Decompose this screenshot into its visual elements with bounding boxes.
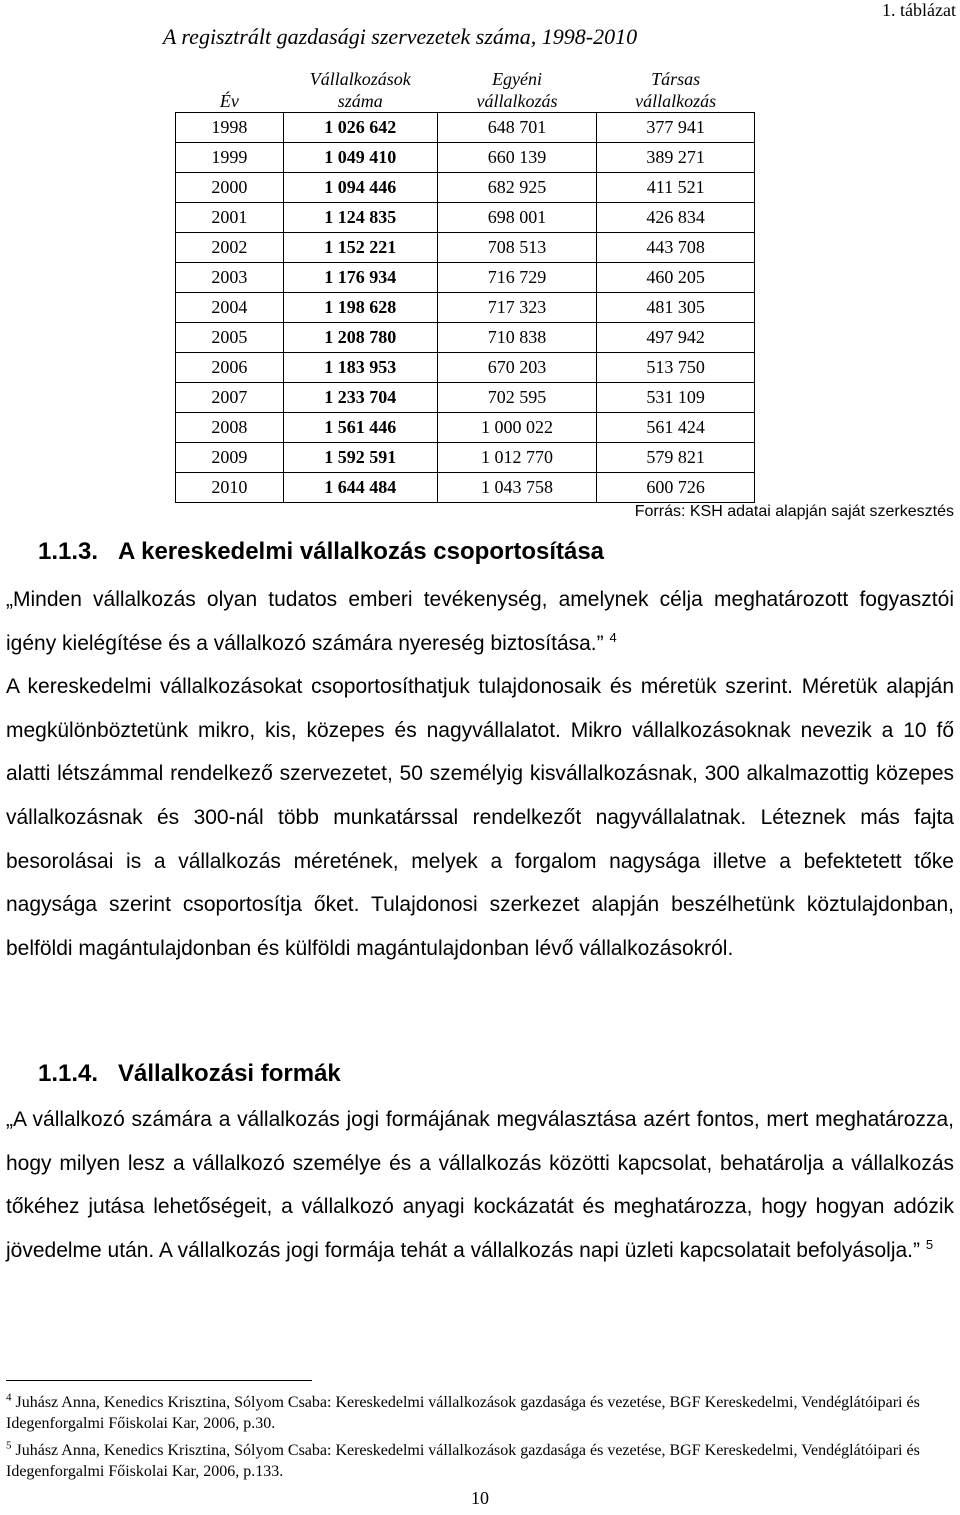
cell-company: 389 271 [597, 143, 755, 173]
quote-2-text: „A vállalkozó számára a vállalkozás jogi formájának megválasztása azért fontos, mert meghatározza, hogy milyen lesz a vállalkozó személye és a vállalkozás közötti kapcsolat, behatárolja a vállalkozás tőkéhez jutása lehetőségeit, a vállalkozó anyagi kockázatát és meghatározza, hogy hogyan adózik jövedelme után. A vállalkozás jogi formája tehát a vállalkozás napi üzleti kapcsolatait befolyásolja.” [6, 1108, 954, 1262]
cell-individual: 702 595 [437, 383, 597, 413]
cell-company: 600 726 [597, 473, 755, 503]
cell-company: 579 821 [597, 443, 755, 473]
quote-2 [6, 1098, 954, 1272]
section-heading-1 [38, 538, 604, 566]
cell-total: 1 094 446 [283, 173, 437, 203]
table-row [176, 443, 755, 473]
cell-year: 2001 [176, 203, 284, 233]
header-total-line1: Vállalkozások [309, 69, 411, 89]
cell-year: 2000 [176, 173, 284, 203]
table-row [176, 353, 755, 383]
cell-company: 443 708 [597, 233, 755, 263]
footnote-ref-5: 5 [925, 1236, 934, 1252]
cell-company: 377 941 [597, 113, 755, 143]
section-body-1 [6, 578, 954, 970]
cell-total: 1 124 835 [283, 203, 437, 233]
section-body-2 [6, 1098, 954, 1272]
cell-total: 1 198 628 [283, 293, 437, 323]
cell-total: 1 233 704 [283, 383, 437, 413]
table-row [176, 383, 755, 413]
header-individual-line1: Egyéni [492, 69, 543, 89]
table-label: 1. táblázat [882, 0, 956, 20]
cell-total: 1 183 953 [283, 353, 437, 383]
cell-total: 1 026 642 [283, 113, 437, 143]
table-row [176, 233, 755, 263]
cell-total: 1 049 410 [283, 143, 437, 173]
cell-individual: 660 139 [437, 143, 597, 173]
paragraph-1: A kereskedelmi vállalkozásokat csoportosíthatjuk tulajdonosaik és méretük szerint. Méretük alapján megkülönböztetünk mikro, kis, közepes és nagyvállalatot. Mikro vállalkozásoknak nevezik a 10 fő alatti létszámmal rendelkező szervezetet, 50 személyig kisvállalkozásnak, 300 alkalmazottig közepes vállalkozásnak és 300-nál több munkatárssal rendelkezőt nagyvállalatnak. Léteznek más fajta besorolásai is a vállalkozás méretének, melyek a forgalom nagysága illetve a befektetett tőke nagysága szerint csoportosítja őket. Tulajdonosi szerkezet alapján beszélhetünk köztulajdonban, belföldi magántulajdonban és külföldi magántulajdonban lévő vállalkozásokról. [6, 675, 954, 960]
table-row [176, 263, 755, 293]
cell-total: 1 176 934 [283, 263, 437, 293]
cell-total: 1 152 221 [283, 233, 437, 263]
section-title-2: Vállalkozási formák [118, 1060, 341, 1087]
cell-year: 2002 [176, 233, 284, 263]
cell-individual: 670 203 [437, 353, 597, 383]
cell-individual: 1 000 022 [437, 413, 597, 443]
cell-year: 2007 [176, 383, 284, 413]
footnote-5 [6, 1440, 954, 1482]
cell-individual: 716 729 [437, 263, 597, 293]
cell-individual: 1 012 770 [437, 443, 597, 473]
section-heading-2 [38, 1060, 341, 1088]
cell-individual: 710 838 [437, 323, 597, 353]
cell-year: 2010 [176, 473, 284, 503]
cell-company: 513 750 [597, 353, 755, 383]
table-body [176, 113, 755, 503]
cell-individual: 648 701 [437, 113, 597, 143]
footnote-4-number: 4 [6, 1391, 12, 1404]
table-header-row [176, 68, 755, 113]
cell-total: 1 561 446 [283, 413, 437, 443]
header-total-line2: száma [337, 91, 383, 111]
footnote-4 [6, 1392, 954, 1434]
footnote-5-number: 5 [6, 1439, 12, 1452]
section-number-2: 1.1.4. [38, 1060, 99, 1087]
cell-total: 1 644 484 [283, 473, 437, 503]
table-title: A regisztrált gazdasági szervezetek száma, 1998-2010 [162, 24, 638, 49]
table-row [176, 323, 755, 353]
cell-company: 481 305 [597, 293, 755, 323]
table-row [176, 113, 755, 143]
cell-year: 1999 [176, 143, 284, 173]
cell-individual: 708 513 [437, 233, 597, 263]
cell-year: 2006 [176, 353, 284, 383]
cell-individual: 682 925 [437, 173, 597, 203]
cell-year: 2008 [176, 413, 284, 443]
header-year: Év [219, 91, 239, 111]
header-company-line2: vállalkozás [635, 91, 717, 111]
section-number-1: 1.1.3. [38, 538, 99, 565]
section-title-1: A kereskedelmi vállalkozás csoportosítása [118, 538, 605, 565]
cell-company: 460 205 [597, 263, 755, 293]
cell-year: 1998 [176, 113, 284, 143]
header-individual-line2: vállalkozás [476, 91, 558, 111]
header-company [597, 68, 755, 113]
cell-year: 2003 [176, 263, 284, 293]
table-row [176, 203, 755, 233]
cell-individual: 717 323 [437, 293, 597, 323]
cell-individual: 698 001 [437, 203, 597, 233]
table-row [176, 293, 755, 323]
footnote-ref-4: 4 [609, 629, 617, 645]
cell-total: 1 208 780 [283, 323, 437, 353]
table-row [176, 143, 755, 173]
cell-total: 1 592 591 [283, 443, 437, 473]
cell-company: 411 521 [597, 173, 755, 203]
cell-company: 531 109 [597, 383, 755, 413]
table-row [176, 413, 755, 443]
cell-company: 426 834 [597, 203, 755, 233]
statistics-table [175, 68, 755, 503]
header-total [283, 68, 437, 113]
header-company-line1: Társas [651, 69, 701, 89]
cell-individual: 1 043 758 [437, 473, 597, 503]
cell-year: 2005 [176, 323, 284, 353]
footnote-5-text: Juhász Anna, Kenedics Krisztina, Sólyom Csaba: Kereskedelmi vállalkozások gazdasága és vezetése, BGF Kereskedelmi, Vendéglátóipari és Idegenforgalmi Főiskolai Kar, 2006, p.133. [6, 1442, 920, 1480]
footnote-4-text: Juhász Anna, Kenedics Krisztina, Sólyom Csaba: Kereskedelmi vállalkozások gazdasága és vezetése, BGF Kereskedelmi, Vendéglátóipari és Idegenforgalmi Főiskolai Kar, 2006, p.30. [6, 1394, 920, 1432]
table-source: Forrás: KSH adatai alapján saját szerkesztés [634, 503, 954, 520]
quote-1 [6, 578, 954, 665]
quote-1-text: „Minden vállalkozás olyan tudatos emberi tevékenység, amelynek célja meghatározott fogyasztói igény kielégítése és a vállalkozó számára nyereség biztosítása.” [6, 588, 954, 655]
footnote-divider [6, 1380, 312, 1381]
page-number: 10 [471, 1488, 489, 1508]
cell-year: 2004 [176, 293, 284, 323]
table-row [176, 473, 755, 503]
cell-year: 2009 [176, 443, 284, 473]
cell-company: 497 942 [597, 323, 755, 353]
cell-company: 561 424 [597, 413, 755, 443]
table-row [176, 173, 755, 203]
header-individual [437, 68, 597, 113]
